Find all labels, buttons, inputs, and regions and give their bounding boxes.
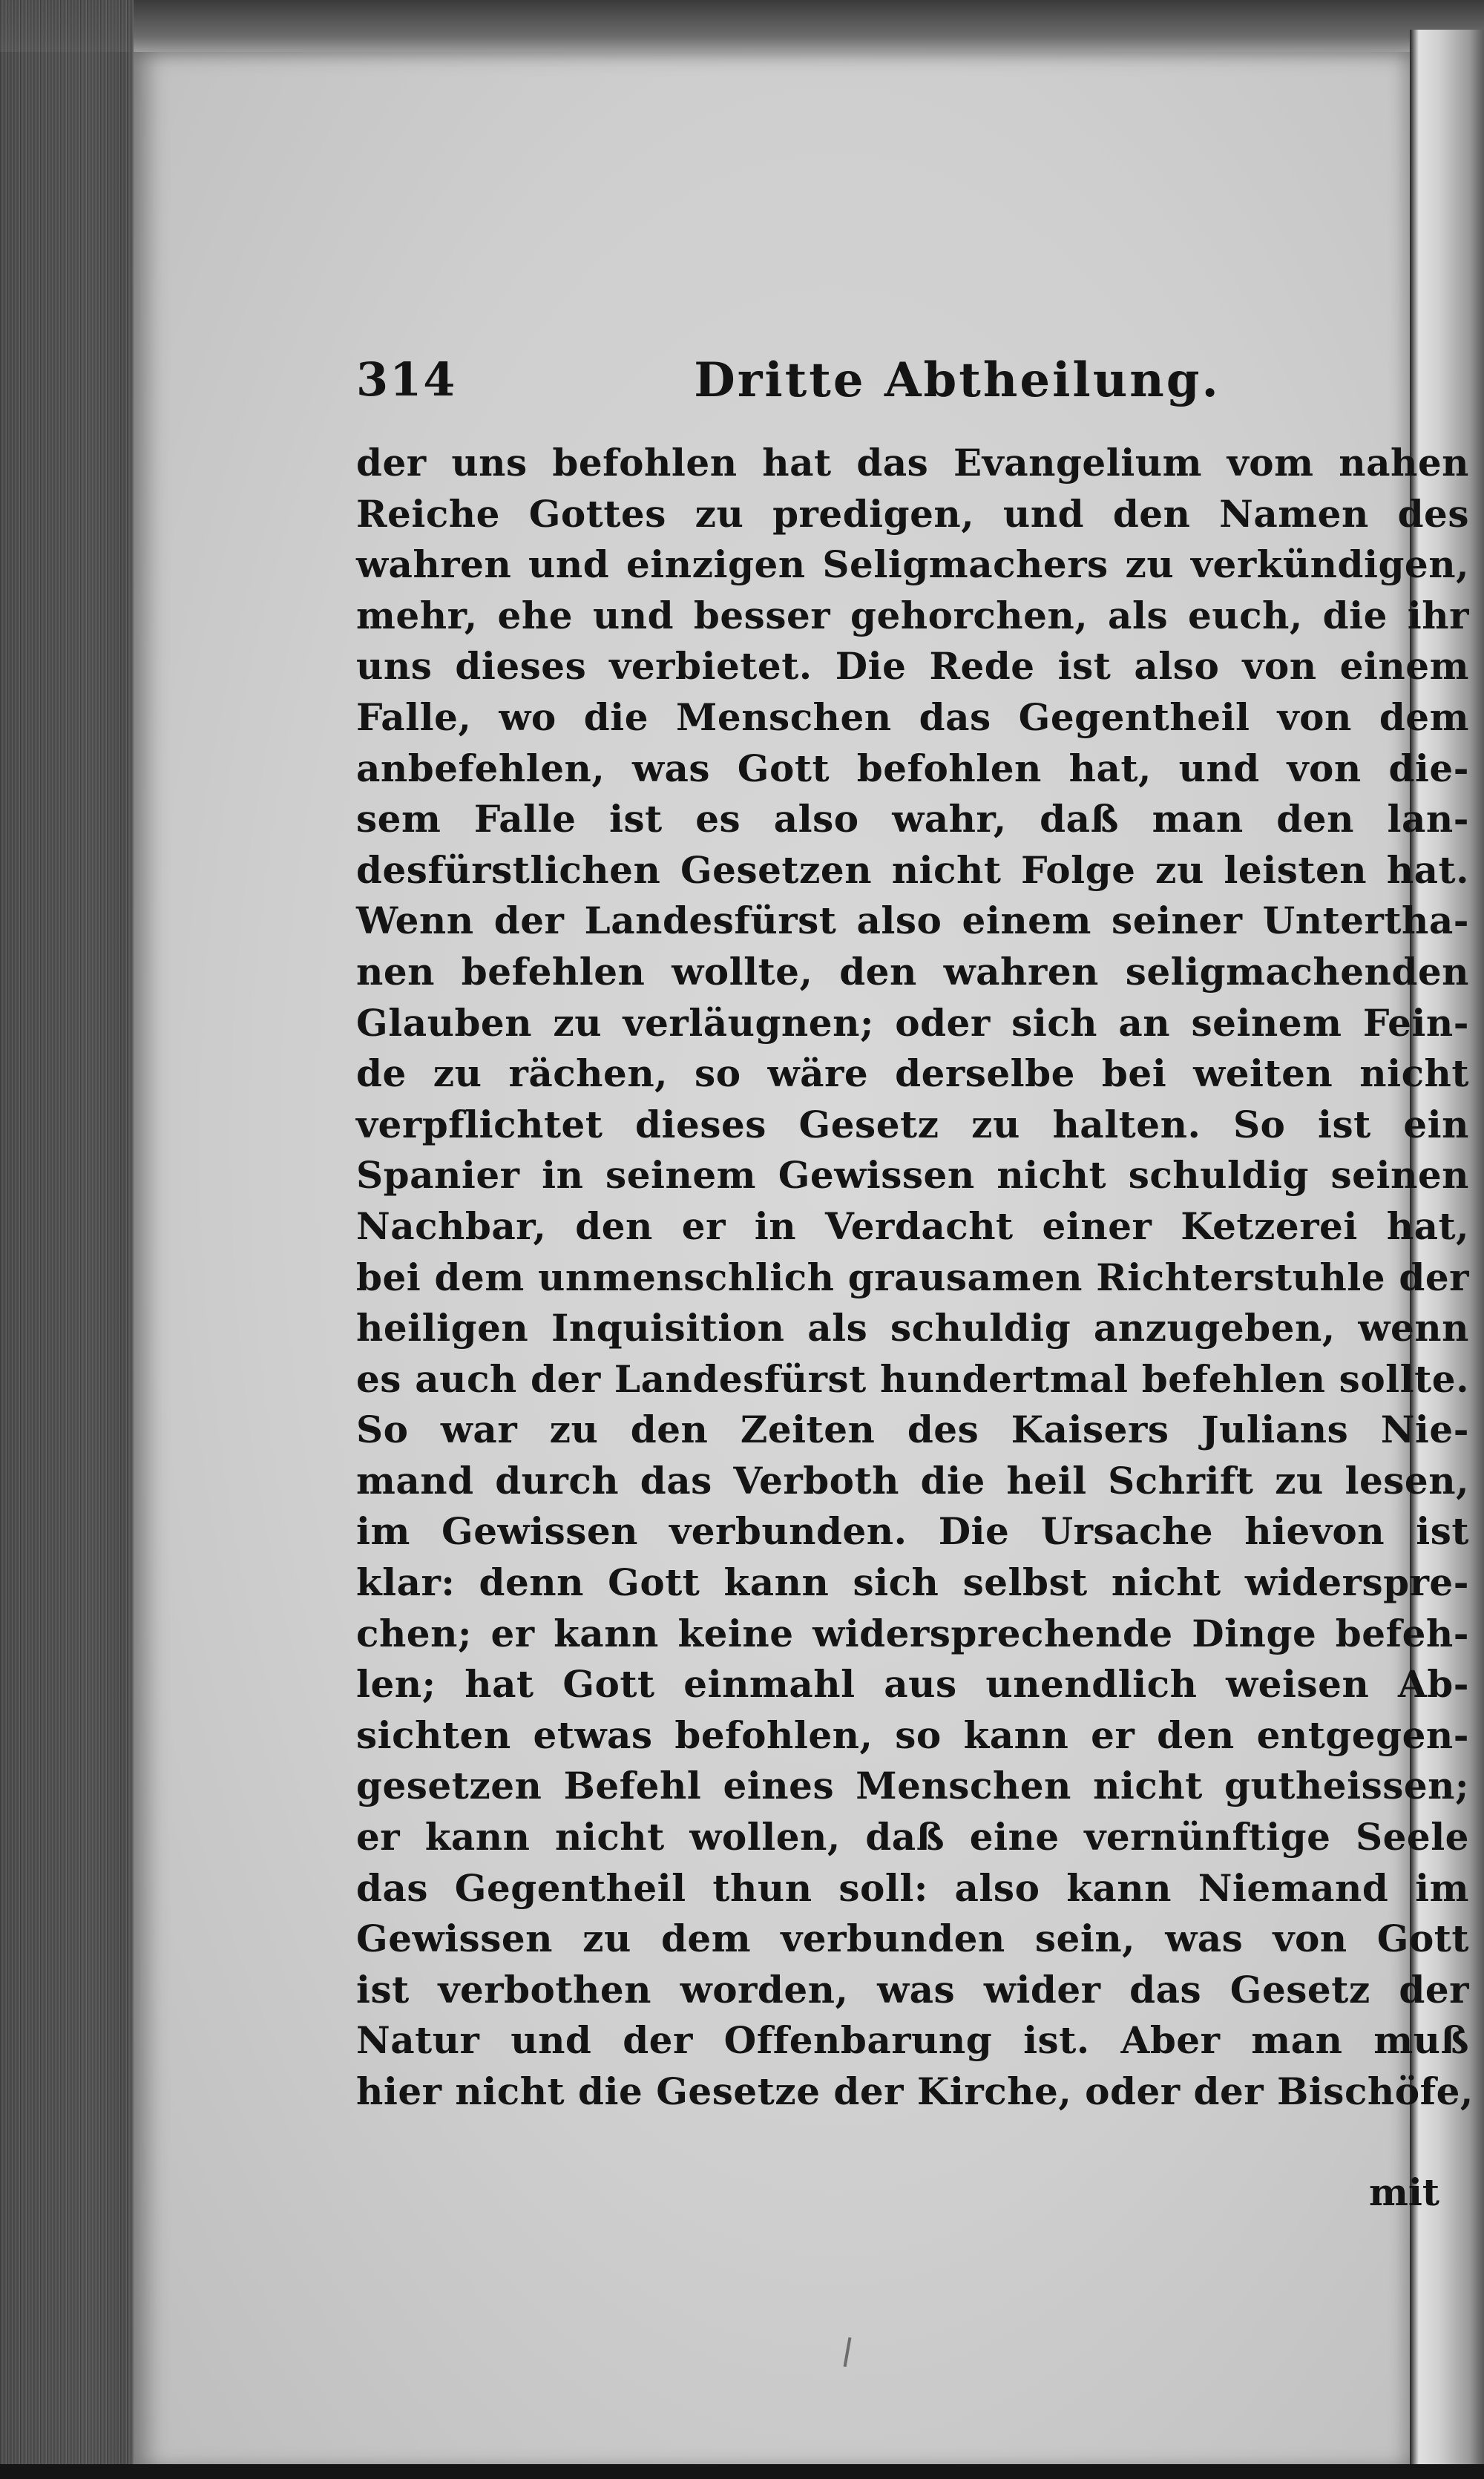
text-line: der uns befohlen hat das Evangelium vom nahen bbox=[356, 441, 1469, 485]
text-line: Wenn der Landesfürst also einem seiner Untertha- bbox=[356, 899, 1469, 943]
scanner-top-edge bbox=[0, 0, 1484, 52]
catchword: mit bbox=[1369, 2170, 1439, 2214]
page-header bbox=[356, 352, 1469, 419]
stray-ink-mark bbox=[844, 2337, 852, 2367]
paper-page bbox=[134, 52, 1474, 2471]
text-line: heiligen Inquisition als schuldig anzugeben, wenn bbox=[356, 1306, 1469, 1350]
text-line: desfürstlichen Gesetzen nicht Folge zu leisten hat. bbox=[356, 847, 1469, 892]
text-line: Nachbar, den er in Verdacht einer Ketzerei hat, bbox=[356, 1204, 1469, 1248]
text-line: Natur und der Offenbarung ist. Aber man muß bbox=[356, 2018, 1469, 2063]
text-line: Reiche Gottes zu predigen, und den Namen des bbox=[356, 491, 1469, 536]
text-line: es auch der Landesfürst hundertmal befehlen sollte. bbox=[356, 1356, 1469, 1401]
text-line: ist verbothen worden, was wider das Gesetz der bbox=[356, 1967, 1469, 2012]
text-line: klar: denn Gott kann sich selbst nicht widerspre- bbox=[356, 1560, 1469, 1605]
text-line: sem Falle ist es also wahr, daß man den lan- bbox=[356, 797, 1469, 841]
text-line: gesetzen Befehl eines Menschen nicht gutheissen; bbox=[356, 1764, 1469, 1808]
text-line: bei dem unmenschlich grausamen Richterstuhle der bbox=[356, 1255, 1469, 1299]
body-text bbox=[356, 438, 1474, 2118]
text-line: hier nicht die Gesetze der Kirche, oder der Bischöfe, bbox=[356, 2069, 1474, 2113]
text-line: sichten etwas befohlen, so kann er den entgegen- bbox=[356, 1713, 1469, 1757]
page-number: 314 bbox=[356, 352, 457, 407]
text-line: Spanier in seinem Gewissen nicht schuldig seinen bbox=[356, 1153, 1469, 1198]
text-line: mehr, ehe und besser gehorchen, als euch, die ihr bbox=[356, 593, 1469, 637]
text-line: nen befehlen wollte, den wahren seligmachenden bbox=[356, 949, 1469, 994]
text-line: verpflichtet dieses Gesetz zu halten. So ist ein bbox=[356, 1102, 1469, 1146]
text-line: de zu rächen, so wäre derselbe bei weiten nicht bbox=[356, 1051, 1469, 1096]
book-edge-left bbox=[0, 0, 134, 2479]
text-line: mand durch das Verboth die heil Schrift zu lesen, bbox=[356, 1458, 1469, 1503]
text-line: So war zu den Zeiten des Kaisers Julians Nie- bbox=[356, 1408, 1469, 1452]
scanner-bottom-edge bbox=[0, 2464, 1484, 2479]
text-line: anbefehlen, was Gott befohlen hat, und von die- bbox=[356, 746, 1469, 790]
text-line: uns dieses verbietet. Die Rede ist also von einem bbox=[356, 644, 1469, 689]
running-title: Dritte Abtheilung. bbox=[694, 352, 1221, 408]
text-line: Glauben zu verläugnen; oder sich an seinem Fein- bbox=[356, 1000, 1469, 1045]
text-line: im Gewissen verbunden. Die Ursache hievon ist bbox=[356, 1509, 1469, 1554]
text-line: er kann nicht wollen, daß eine vernünftige Seele bbox=[356, 1815, 1469, 1859]
text-line: chen; er kann keine widersprechende Dinge befeh- bbox=[356, 1611, 1469, 1655]
text-line: len; hat Gott einmahl aus unendlich weisen Ab- bbox=[356, 1662, 1469, 1707]
text-line: Falle, wo die Menschen das Gegentheil von dem bbox=[356, 695, 1469, 739]
text-line: wahren und einzigen Seligmachers zu verkündigen, bbox=[356, 542, 1469, 587]
text-line: das Gegentheil thun soll: also kann Niemand im bbox=[356, 1865, 1469, 1910]
text-line: Gewissen zu dem verbunden sein, was von Gott bbox=[356, 1917, 1469, 1961]
